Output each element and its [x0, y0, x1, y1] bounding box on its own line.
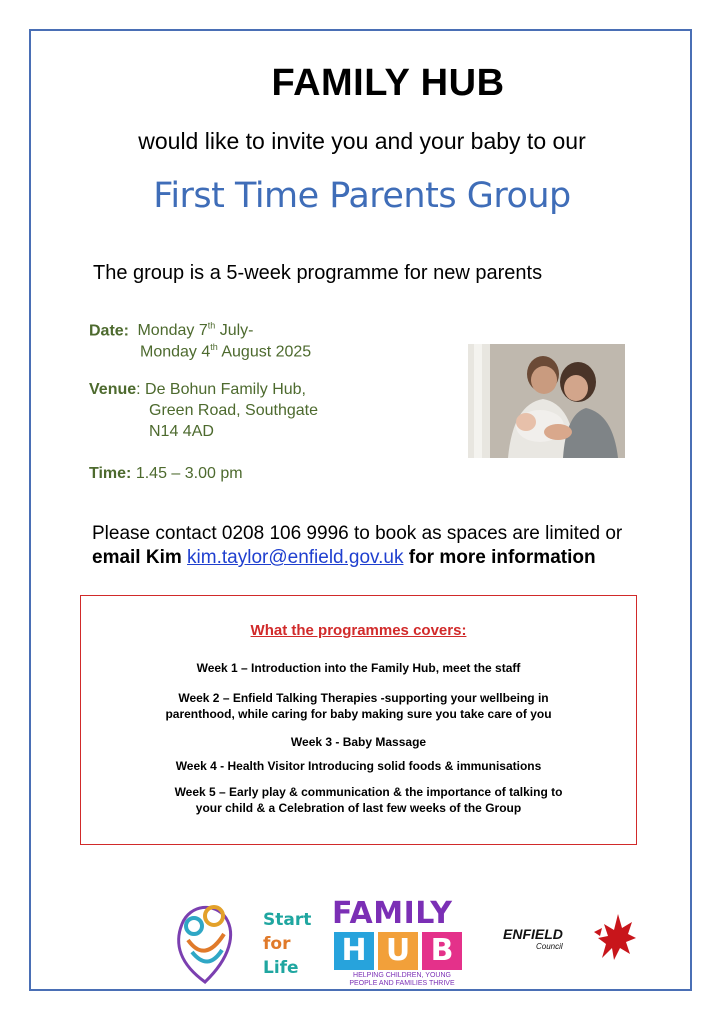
venue-block: [89, 379, 306, 400]
for-word: for: [263, 934, 291, 954]
logo-strip: [170, 890, 640, 990]
week-2-line-2: parenthood, while caring for baby making sure you take care of you: [165, 707, 552, 721]
hub-letter-h: H: [334, 932, 374, 970]
page-title: FAMILY HUB: [271, 62, 505, 104]
programme-summary: The group is a 5-week programme for new parents: [93, 262, 543, 284]
enfield-dragon-icon: [592, 908, 638, 964]
start-for-life-emblem: [170, 894, 240, 986]
time-block: [89, 463, 243, 484]
week-4: Week 4 - Health Visitor Introducing solid foods & immunisations: [175, 759, 542, 773]
date-label: Date:: [89, 322, 130, 340]
life-word: Life: [263, 958, 299, 978]
contact-line: Please contact 0208 106 9996 to book as spaces are limited or: [92, 523, 623, 544]
date-line-2: Monday 4th August 2025: [140, 342, 312, 361]
start-for-life-text: [263, 908, 311, 980]
week-5-line-2: your child & a Celebration of last few weeks of the Group: [195, 801, 522, 815]
week-2-line-1: Week 2 – Enfield Talking Therapies -supporting your wellbeing in: [178, 691, 549, 705]
programme-box-title: What the programmes covers:: [250, 622, 467, 639]
parents-with-baby-photo: [468, 344, 625, 458]
hub-letter-b: B: [422, 932, 462, 970]
time-label: Time:: [89, 465, 132, 482]
invite-text: would like to invite you and your baby to our: [138, 128, 586, 154]
venue-line-1: : De Bohun Family Hub,: [136, 381, 306, 398]
venue-line-2: Green Road, Southgate: [149, 402, 319, 419]
email-line: email Kim kim.taylor@enfield.gov.uk for more information: [92, 547, 596, 568]
venue-line-3: N14 4AD: [149, 423, 214, 440]
family-hub-wordmark: FAMILY: [332, 896, 453, 931]
contact-info: [92, 522, 652, 570]
date-line-1: Monday 7th July-: [137, 321, 254, 340]
week-1: Week 1 – Introduction into the Family Hub, meet the staff: [196, 661, 521, 675]
page-border: [29, 29, 692, 991]
group-name-heading: First Time Parents Group: [153, 176, 571, 216]
council-wordmark: Council: [536, 942, 563, 951]
week-5-line-1: Week 5 – Early play & communication & the importance of talking to: [174, 785, 563, 799]
start-word: Start: [263, 910, 312, 930]
time-value: 1.45 – 3.00 pm: [131, 465, 243, 482]
family-hub-tagline: HELPING CHILDREN, YOUNG PEOPLE AND FAMILIES THRIVE: [349, 972, 455, 987]
hub-letters: [334, 932, 462, 970]
programme-box: [80, 595, 637, 845]
week-3: Week 3 - Baby Massage: [290, 735, 427, 749]
venue-label: Venue: [89, 381, 137, 398]
email-link[interactable]: kim.taylor@enfield.gov.uk: [187, 547, 404, 568]
hub-letter-u: U: [378, 932, 418, 970]
enfield-wordmark: ENFIELD: [503, 926, 563, 942]
